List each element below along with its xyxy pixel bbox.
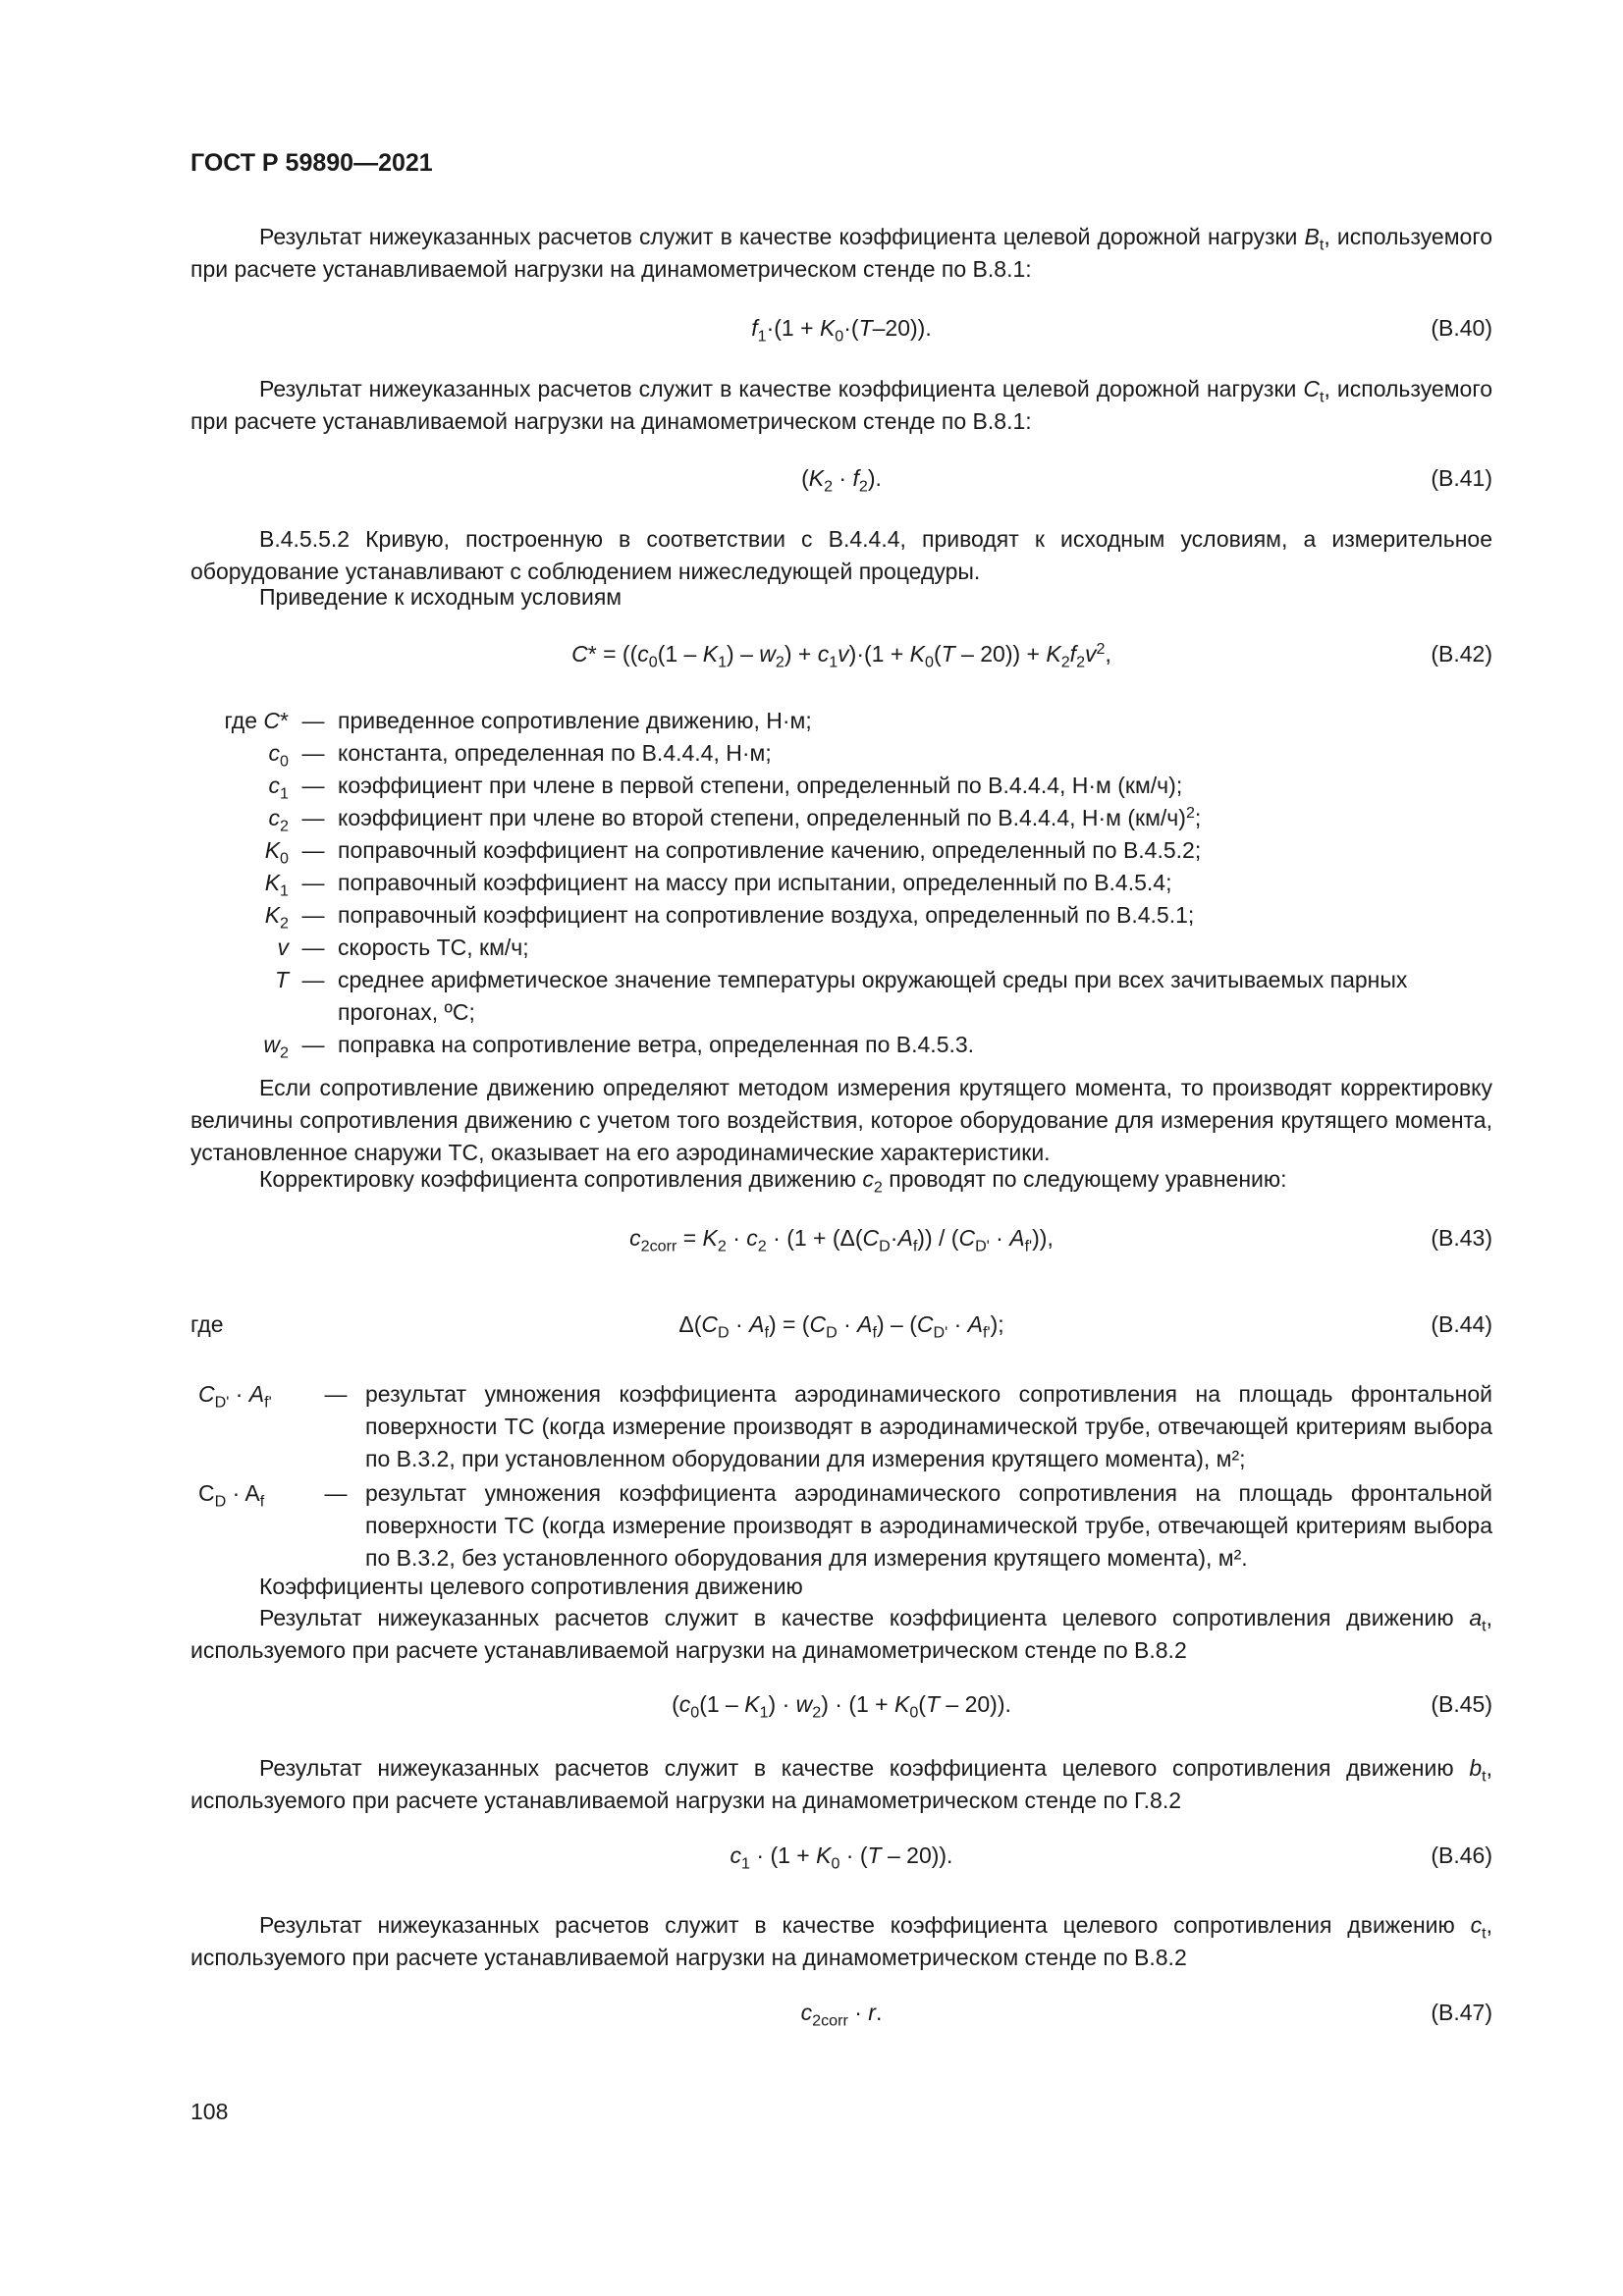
equation-number: (В.43) [1431, 1225, 1492, 1251]
definition-row: $C_{D'} \cdot A_{f'}$ — результат умножения коэффициента аэродинамического сопротивления на площадь фронтальной поверхности ТС (когда измерение производят в аэродинамической трубе, отвечающей критериям выбора по В.3.2, при установленном оборудовании для измерения крутящего момента), м²; [198, 1381, 1492, 1471]
equation-number: (В.41) [1431, 465, 1492, 491]
equation-number: (В.40) [1431, 315, 1492, 341]
clause-b45552: В.4.5.5.2 Кривую, построенную в соответствии с В.4.4.4, приводят к исходным условиям, а измерительное оборудование устанавливают с соблюдением нижеследующей процедуры. [190, 526, 1492, 584]
paragraph-ct: Результат нижеуказанных расчетов служит в качестве коэффициента целевой дорожной нагрузки $C_t$, используемого при расчете устанавливаемой нагрузки на динамометрическом стенде по В.8.1: [190, 376, 1493, 434]
definitions-list-aero [190, 1378, 1492, 1576]
equation-b45-expr: $(c_0(1 - K_1) \cdot w_2) \cdot (1 + K_0(T - 20))$. [672, 1691, 1011, 1722]
equation-b41-expr: $(K_2 \cdot f_2)$. [801, 465, 882, 496]
paragraph-ct-resistance: Результат нижеуказанных расчетов служит в качестве коэффициента целевого сопротивления движению $c_t$, используемого при расчете устанавливаемой нагрузки на динамометрическом стенде по В.8.2 [190, 1912, 1492, 1970]
equation-b44-expr: $\Delta(C_D \cdot A_f) = (C_D \cdot A_f) - (C_{D'} \cdot A_{f'})$; [678, 1311, 1004, 1342]
definition-row: $c_1$ — коэффициент при члене в первой степени, определенный по В.4.4.4, Н·м (км/ч); [268, 773, 1183, 803]
paragraph-at: Результат нижеуказанных расчетов служит в качестве коэффициента целевого сопротивления движению $a_t$, используемого при расчете устанавливаемой нагрузки на динамометрическом стенде по В.8.2 [190, 1605, 1492, 1663]
definition-row: где C* — приведенное сопротивление движению, Н·м; [224, 708, 812, 733]
equation-b43-expr: $c_{2corr} = K_2 \cdot c_2 \cdot (1 + (\Delta(C_D\cdot A_f)) / (C_{D'} \cdot A_{f'}))$, [629, 1225, 1054, 1255]
equation-b42-expr: $C* = ((c_0(1 - K_1) - w_2) + c_1v)\cdot(1 + K_0(T - 20)) + K_2f_2v^2$, [571, 639, 1111, 671]
definition-row: $C_D \cdot A_f$ — результат умножения коэффициента аэродинамического сопротивления на площадь фронтальной поверхности ТС (когда измерение производят в аэродинамической трубе, отвечающей критериям выбора по В.3.2, без установленного оборудования для измерения крутящего момента), м². [198, 1480, 1492, 1571]
definitions-list [190, 705, 1492, 1061]
subheading-target-coefficients: Коэффициенты целевого сопротивления движению [259, 1574, 803, 1599]
definition-row: $w_2$ — поправка на сопротивление ветра, определенная по В.4.5.3. [263, 1032, 975, 1062]
doc-header: ГОСТ Р 59890—2021 [190, 149, 433, 177]
definition-row: v — скорость ТС, км/ч; [277, 934, 529, 960]
equation-number: (В.44) [1431, 1311, 1492, 1337]
definition-row: $c_0$ — константа, определенная по В.4.4.4, Н·м; [268, 740, 772, 771]
equation-b46-expr: $c_1 \cdot (1 + K_0 \cdot (T - 20))$. [730, 1842, 953, 1873]
equation-b40-expr: $f_1\cdot(1 + K_0\cdot(T-20))$. [751, 315, 932, 346]
page-number: 108 [190, 2099, 229, 2124]
definition-row: T — среднее арифметическое значение температуры окружающей среды при всех зачитываемых парных прогонах, ºС; [274, 967, 1408, 1025]
equation-number: (В.42) [1431, 641, 1492, 667]
paragraph-c2-correction: Корректировку коэффициента сопротивления движению $c_2$ проводят по следующему уравнению: [259, 1166, 1287, 1197]
definition-row: $c_2$ — коэффициент при члене во второй степени, определенный по В.4.4.4, Н·м $(км/ч)^2$; [268, 803, 1202, 835]
equation-number: (В.45) [1431, 1691, 1492, 1717]
paragraph-bt-resistance: Результат нижеуказанных расчетов служит в качестве коэффициента целевого сопротивления движению $b_t$, используемого при расчете устанавливаемой нагрузки на динамометрическом стенде по Г.8.2 [190, 1755, 1492, 1813]
definition-row: $K_1$ — поправочный коэффициент на массу при испытании, определенный по В.4.5.4; [264, 870, 1172, 900]
paragraph-torque-correction: Если сопротивление движению определяют методом измерения крутящего момента, то производят корректировку величины сопротивления движению с учетом того воздействия, которое оборудование для измерения крутящего момента, установленное снаружи ТС, оказывает на его аэродинамические характеристики. [190, 1075, 1492, 1165]
equation-b47-expr: $c_{2corr} \cdot r$. [800, 2000, 883, 2030]
equation-number: (В.47) [1431, 2000, 1492, 2025]
definition-row: $K_2$ — поправочный коэффициент на сопротивление воздуха, определенный по В.4.5.1; [264, 902, 1195, 933]
paragraph-bt: Результат нижеуказанных расчетов служит в качестве коэффициента целевой дорожной нагрузки $B_t$, используемого при расчете устанавливаемой нагрузки на динамометрическом стенде по В.8.1: [190, 224, 1492, 282]
subheading-reference-conditions: Приведение к исходным условиям [259, 584, 622, 610]
definition-row: $K_0$ — поправочный коэффициент на сопротивление качению, определенный по В.4.5.2; [264, 837, 1202, 868]
equation-number: (В.46) [1431, 1842, 1492, 1868]
